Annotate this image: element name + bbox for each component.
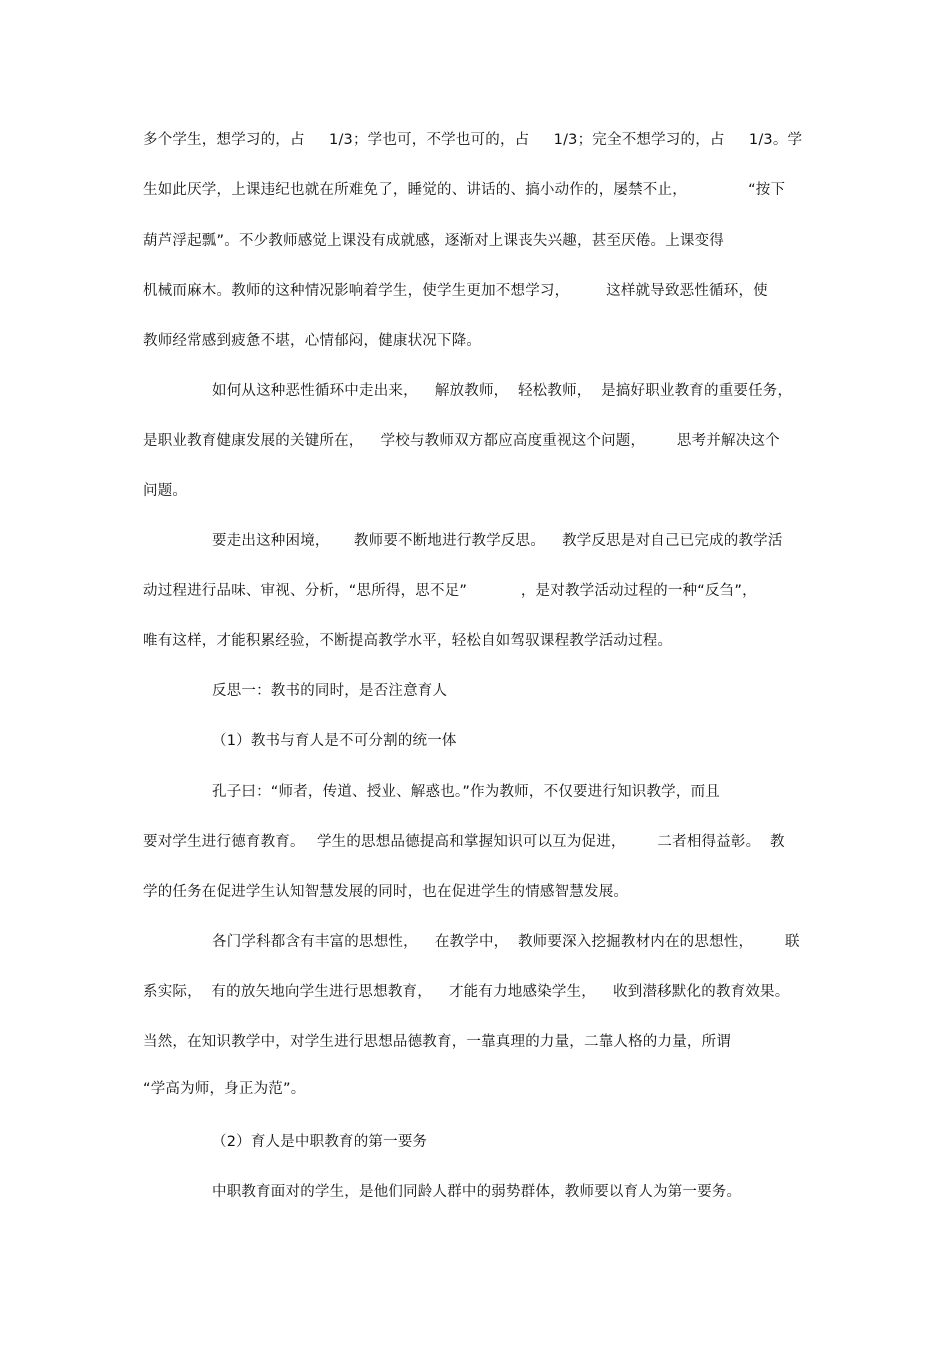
paragraph-first-line: 孔子曰：“师者，传道、授业、解惑也。”作为教师，不仅要进行知识教学，而且 xyxy=(212,784,720,800)
body-text-line: 问题。 xyxy=(143,483,188,499)
body-text-line: 是职业教育健康发展的关键所在， 学校与教师双方都应高度重视这个问题， 思考并解决这个 xyxy=(143,433,780,449)
body-text-line: 多个学生，想学习的，占 1/3；学也可，不学也可的，占 1/3；完全不想学习的，占 1/3。学 xyxy=(143,132,803,148)
body-text-line: 动过程进行品味、审视、分析，“思所得，思不足” ，是对教学活动过程的一种“反刍”， xyxy=(143,583,757,599)
subsection-heading: （1）教书与育人是不可分割的统一体 xyxy=(212,733,457,749)
body-text-line: 唯有这样，才能积累经验，不断提高教学水平，轻松自如驾驭课程教学活动过程。 xyxy=(143,633,673,649)
body-text-line: 生如此厌学，上课违纪也就在所难免了，睡觉的、讲话的、搞小动作的，屡禁不止， “按下 xyxy=(143,182,786,198)
body-text-line: 当然，在知识教学中，对学生进行思想品德教育，一靠真理的力量，二靠人格的力量，所谓 xyxy=(143,1034,731,1050)
subsection-heading: （2）育人是中职教育的第一要务 xyxy=(212,1134,428,1150)
body-text-line: 教师经常感到疲惫不堪，心情郁闷，健康状况下降。 xyxy=(143,333,482,349)
body-text-line: 学的任务在促进学生认知智慧发展的同时，也在促进学生的情感智慧发展。 xyxy=(143,884,629,900)
body-text-line: “学高为师，身正为范”。 xyxy=(143,1081,306,1097)
paragraph-first-line: 如何从这种恶性循环中走出来， 解放教师， 轻松教师， 是搞好职业教育的重要任务， xyxy=(212,383,793,399)
paragraph-first-line: 各门学科都含有丰富的思想性， 在教学中， 教师要深入挖掘教材内在的思想性， 联 xyxy=(212,934,800,950)
body-text-line: 系实际， 有的放矢地向学生进行思想教育， 才能有力地感染学生， 收到潜移默化的教育效果。 xyxy=(143,984,790,1000)
body-text-line: 机械而麻木。教师的这种情况影响着学生，使学生更加不想学习， 这样就导致恶性循环，使 xyxy=(143,283,768,299)
body-text-line: 葫芦浮起瓢”。不少教师感觉上课没有成就感，逐渐对上课丧失兴趣，甚至厌倦。上课变得 xyxy=(143,233,725,249)
paragraph-first-line: 要走出这种困境， 教师要不断地进行教学反思。 教学反思是对自己已完成的教学活 xyxy=(212,533,783,549)
body-text-line: 要对学生进行德育教育。 学生的思想品德提高和掌握知识可以互为促进， 二者相得益彰。 教 xyxy=(143,834,785,850)
section-heading: 反思一：教书的同时，是否注意育人 xyxy=(212,683,448,699)
paragraph-first-line: 中职教育面对的学生，是他们同龄人群中的弱势群体，教师要以育人为第一要务。 xyxy=(212,1184,742,1200)
